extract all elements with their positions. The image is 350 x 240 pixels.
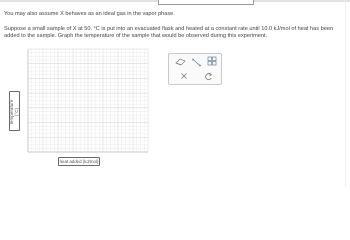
undo-icon[interactable] xyxy=(202,71,214,81)
x-axis-label-box[interactable] xyxy=(58,157,100,166)
problem-line-2: Suppose a small sample of X at 50. °C is put into an evacuated flask and heated at a constant rate until 10.0 kJ/mol of heat has been added to the sample. Graph the temperature of the sample that would be observed during this experiment. xyxy=(4,26,334,40)
x-icon[interactable] xyxy=(178,71,190,81)
y-axis-label-box[interactable] xyxy=(9,91,20,131)
line-tool-icon[interactable] xyxy=(190,57,202,67)
x-axis-label: heat added (kJ/mol) xyxy=(59,159,99,164)
grid[interactable] xyxy=(28,49,148,152)
drawing-toolbox xyxy=(168,53,222,85)
y-axis-label: temperature (°C) xyxy=(9,99,19,125)
grid-icon[interactable] xyxy=(206,56,218,66)
right-divider xyxy=(345,0,346,187)
eraser-icon[interactable] xyxy=(174,57,186,67)
problem-line-1: You may also assume X behaves as an ideal gas in the vapor phase. xyxy=(4,11,175,17)
